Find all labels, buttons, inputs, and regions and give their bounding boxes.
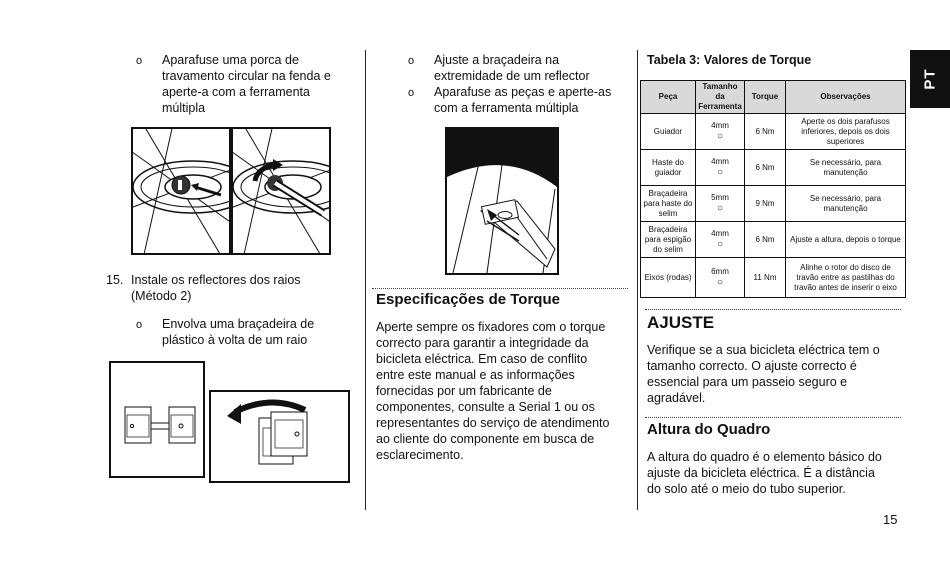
clamp-arrow-icon xyxy=(211,392,348,481)
cell-tool: 4mm ○ xyxy=(696,114,745,150)
bullet-marker: o xyxy=(136,319,143,331)
reflector-clamp-icon xyxy=(111,363,203,476)
torque-spec-heading: Especificações de Torque xyxy=(376,291,560,308)
reflector-clamp-illustration-left xyxy=(109,361,205,478)
tool-symbol-icon: ○ xyxy=(716,203,724,214)
bullet-text-adjust-clamp: Ajuste a braçadeira na extremidade de um reflector xyxy=(434,53,590,83)
step-15-text: Instale os reflectores dos raios (Método 2) xyxy=(131,273,301,303)
column-divider-1 xyxy=(365,50,366,510)
quadro-paragraph: A altura do quadro é o elemento básico do ajuste da bicicleta eléctrica. É a distância do solo até o meio do tubo superior. xyxy=(647,450,882,496)
cell-torque: 6 Nm xyxy=(745,114,786,150)
ajuste-heading: AJUSTE xyxy=(647,313,715,332)
cell-part: Braçadeira para espigão do selim xyxy=(641,222,696,258)
bullet-marker: o xyxy=(408,87,415,99)
cell-part: Braçadeira para haste do selim xyxy=(641,186,696,222)
table-row xyxy=(641,186,906,222)
cell-tool: 4mm ○ xyxy=(696,150,745,186)
cell-notes: Aperte os dois parafusos inferiores, depois os dois superiores xyxy=(786,114,906,150)
cell-tool: 4mm ○ xyxy=(696,222,745,258)
step-15-number: 15. xyxy=(106,273,124,287)
spoke-nut-illustration-left xyxy=(131,127,231,255)
torque-table xyxy=(640,80,906,298)
col-header-tool: Tamanho da Ferramenta xyxy=(696,81,745,114)
cell-tool: 6mm ○ xyxy=(696,258,745,298)
cell-part: Eixos (rodas) xyxy=(641,258,696,298)
multi-tool-icon xyxy=(233,129,329,253)
cell-tool: 5mm ○ xyxy=(696,186,745,222)
language-tab: PT xyxy=(910,50,950,108)
torque-spec-paragraph: Aperte sempre os fixadores com o torque correcto para garantir a integridade da bicicleta eléctrica. Em caso de conflito entre este manual e as informações fornecidas por um fabricante de componentes, consulte a Serial 1 ou os representantes do serviço de atendimento ao cliente do componente em busca de esclarecimento. xyxy=(376,320,610,462)
bullet-marker: o xyxy=(408,55,415,67)
cell-torque: 11 Nm xyxy=(745,258,786,298)
table-row xyxy=(641,114,906,150)
bullet-marker: o xyxy=(136,55,143,67)
reflector-clamp-illustration-right xyxy=(209,390,350,483)
quadro-heading: Altura do Quadro xyxy=(647,421,771,438)
cell-torque: 9 Nm xyxy=(745,186,786,222)
bullet-text-screw-nut: Aparafuse uma porca de travamento circular na fenda e aperte-a com a ferramenta múltipla xyxy=(162,53,331,115)
col-header-torque: Torque xyxy=(745,81,786,114)
table-row xyxy=(641,222,906,258)
bullet-text-wrap-clamp: Envolva uma braçadeira de plástico à volta de um raio xyxy=(162,317,315,347)
cell-notes: Se necessário, para manutenção xyxy=(786,186,906,222)
section-divider xyxy=(372,288,628,289)
section-divider xyxy=(645,309,901,310)
cell-notes: Ajuste a altura, depois o torque xyxy=(786,222,906,258)
cell-part: Haste do guiador xyxy=(641,150,696,186)
ajuste-paragraph: Verifique se a sua bicicleta eléctrica tem o tamanho correcto. O ajuste correcto é essencial para um passeio seguro e agradável. xyxy=(647,343,880,405)
reflector-screw-icon xyxy=(447,129,557,273)
spoke-nut-illustration-right xyxy=(231,127,331,255)
tool-symbol-icon: ○ xyxy=(716,239,724,250)
table-row xyxy=(641,258,906,298)
bullet-text-screw-parts: Aparafuse as peças e aperte-as com a ferramenta múltipla xyxy=(434,85,612,115)
table-row xyxy=(641,150,906,186)
spoke-nut-icon xyxy=(133,129,229,253)
reflector-screw-illustration xyxy=(445,127,559,275)
cell-notes: Alinhe o rotor do disco de travão entre as pastilhas do travão antes de inserir o eixo xyxy=(786,258,906,298)
cell-torque: 6 Nm xyxy=(745,222,786,258)
cell-torque: 6 Nm xyxy=(745,150,786,186)
column-divider-2 xyxy=(637,50,638,510)
tool-symbol-icon: ○ xyxy=(716,167,724,178)
page-number: 15 xyxy=(883,512,898,527)
col-header-notes: Observações xyxy=(786,81,906,114)
cell-notes: Se necessário, para manutenção xyxy=(786,150,906,186)
table-title: Tabela 3: Valores de Torque xyxy=(647,53,812,67)
tool-symbol-icon: ○ xyxy=(716,131,724,142)
tool-symbol-icon: ○ xyxy=(716,277,724,288)
cell-part: Guiador xyxy=(641,114,696,150)
section-divider xyxy=(645,417,901,418)
col-header-part: Peça xyxy=(641,81,696,114)
